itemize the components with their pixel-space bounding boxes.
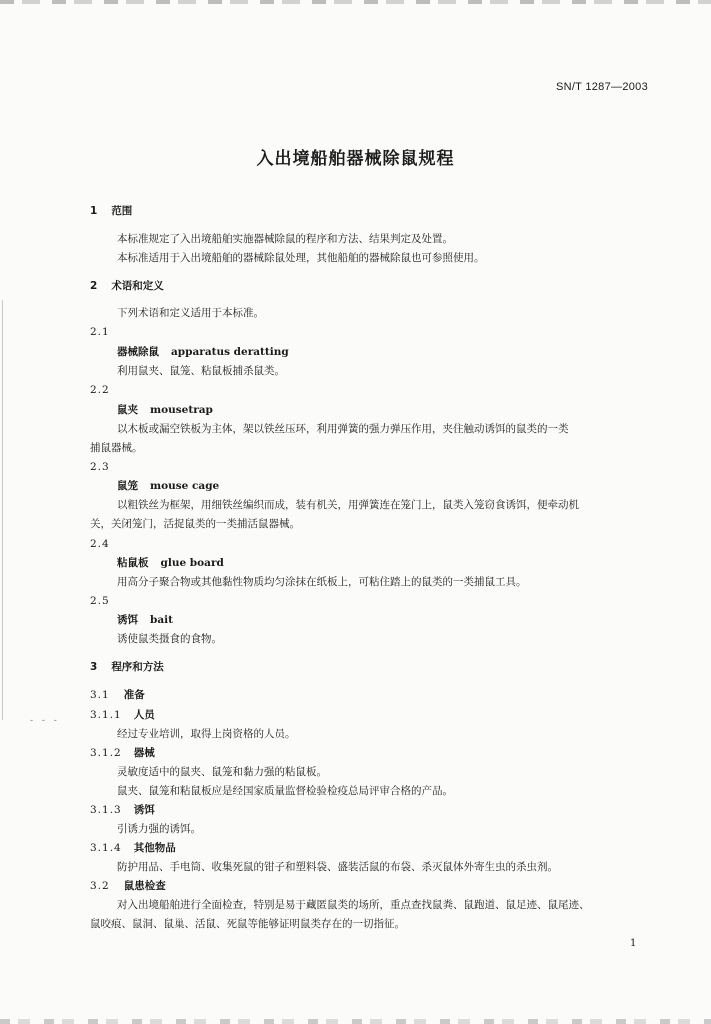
clause-number: 3.1.4 — [90, 842, 122, 854]
subsection-heading — [90, 879, 166, 893]
document-title: 入出境船舶器械除鼠规程 — [256, 149, 455, 169]
subsection-heading — [90, 708, 155, 722]
term-zh: 鼠夹 — [117, 404, 138, 416]
page-number: 1 — [630, 938, 637, 949]
clause-number: 2.3 — [90, 461, 110, 473]
paragraph-continued: 鼠咬痕、鼠洞、鼠巢、活鼠、死鼠等能够证明鼠类存在的一切指征。 — [90, 918, 405, 930]
paragraph: 本标准适用于入出境船舶的器械除鼠处理，其他船舶的器械除鼠也可参照使用。 — [117, 252, 485, 264]
margin-mark: - - - — [30, 716, 60, 726]
term-heading — [117, 556, 224, 570]
subsection-title: 诱饵 — [133, 804, 155, 816]
subsection-title: 器械 — [133, 747, 155, 759]
term-zh: 诱饵 — [117, 614, 138, 626]
subsection-title: 其他物品 — [133, 842, 176, 854]
subsection-title: 鼠患检查 — [123, 880, 166, 892]
paragraph: 本标准规定了入出境船舶实施器械除鼠的程序和方法、结果判定及处置。 — [117, 233, 453, 245]
section-title: 术语和定义 — [111, 280, 164, 292]
section-title: 程序和方法 — [111, 661, 164, 673]
section-number: 3 — [90, 661, 98, 673]
term-en: bait — [150, 614, 173, 626]
term-en: mousetrap — [150, 404, 213, 416]
paragraph: 防护用品、手电筒、收集死鼠的钳子和塑料袋、盛装活鼠的布袋、杀灭鼠体外寄生虫的杀虫剂。 — [117, 861, 558, 873]
standard-code: SN/T 1287—2003 — [555, 81, 648, 93]
subsection-title: 人员 — [133, 709, 155, 721]
paragraph: 引诱力强的诱饵。 — [117, 823, 201, 835]
clause-number: 2.1 — [90, 326, 110, 338]
definition: 利用鼠夹、鼠笼、粘鼠板捕杀鼠类。 — [117, 365, 285, 377]
term-heading — [117, 479, 219, 493]
clause-number: 2.2 — [90, 384, 110, 396]
clause-number: 3.1 — [90, 689, 110, 701]
term-en: glue board — [160, 557, 224, 569]
subsection-title: 准备 — [123, 689, 145, 701]
term-zh: 器械除鼠 — [117, 346, 159, 358]
term-zh: 粘鼠板 — [117, 557, 149, 569]
term-en: mouse cage — [150, 480, 220, 492]
paragraph: 经过专业培训，取得上岗资格的人员。 — [117, 728, 296, 740]
section-1-heading — [90, 204, 132, 218]
clause-number: 3.1.2 — [90, 747, 122, 759]
definition: 以粗铁丝为框架，用细铁丝编织而成，装有机关，用弹簧连在笼门上，鼠类入笼窃食诱饵，便牵动机 — [117, 499, 579, 511]
paragraph: 对入出境船舶进行全面检查，特别是易于藏匿鼠类的场所，重点查找鼠粪、鼠跑道、鼠足迹、鼠尾迹、 — [117, 899, 590, 911]
scan-artifact-bottom — [0, 1019, 711, 1024]
clause-number: 3.1.1 — [90, 709, 122, 721]
subsection-heading — [90, 803, 155, 817]
subsection-heading — [90, 746, 155, 760]
term-en: apparatus deratting — [171, 346, 289, 358]
section-3-heading — [90, 660, 164, 674]
term-heading — [117, 345, 289, 359]
scan-artifact-top — [0, 0, 711, 4]
paragraph: 下列术语和定义适用于本标准。 — [117, 307, 264, 319]
paragraph: 鼠夹、鼠笼和粘鼠板应是经国家质量监督检验检疫总局评审合格的产品。 — [117, 785, 453, 797]
definition: 诱使鼠类摄食的食物。 — [117, 633, 222, 645]
section-title: 范围 — [111, 205, 133, 217]
definition: 用高分子聚合物或其他黏性物质均匀涂抹在纸板上，可粘住踏上的鼠类的一类捕鼠工具。 — [117, 576, 527, 588]
clause-number: 2.5 — [90, 595, 110, 607]
section-number: 2 — [90, 280, 98, 292]
term-heading — [117, 613, 173, 627]
section-2-heading — [90, 279, 164, 293]
definition-continued: 捕鼠器械。 — [90, 442, 143, 454]
clause-number: 3.1.3 — [90, 804, 122, 816]
paragraph: 灵敏度适中的鼠夹、鼠笼和黏力强的粘鼠板。 — [117, 766, 327, 778]
binding-edge-line — [2, 300, 3, 720]
clause-number: 2.4 — [90, 538, 110, 550]
subsection-heading — [90, 688, 145, 702]
definition: 以木板或漏空铁板为主体，架以铁丝压环，利用弹簧的强力弹压作用，夹住触动诱饵的鼠类的一类 — [117, 423, 569, 435]
definition-continued: 关，关闭笼门，活捉鼠类的一类捕活鼠器械。 — [90, 518, 300, 530]
term-zh: 鼠笼 — [117, 480, 138, 492]
clause-number: 3.2 — [90, 880, 110, 892]
term-heading — [117, 403, 213, 417]
section-number: 1 — [90, 205, 98, 217]
subsection-heading — [90, 841, 176, 855]
